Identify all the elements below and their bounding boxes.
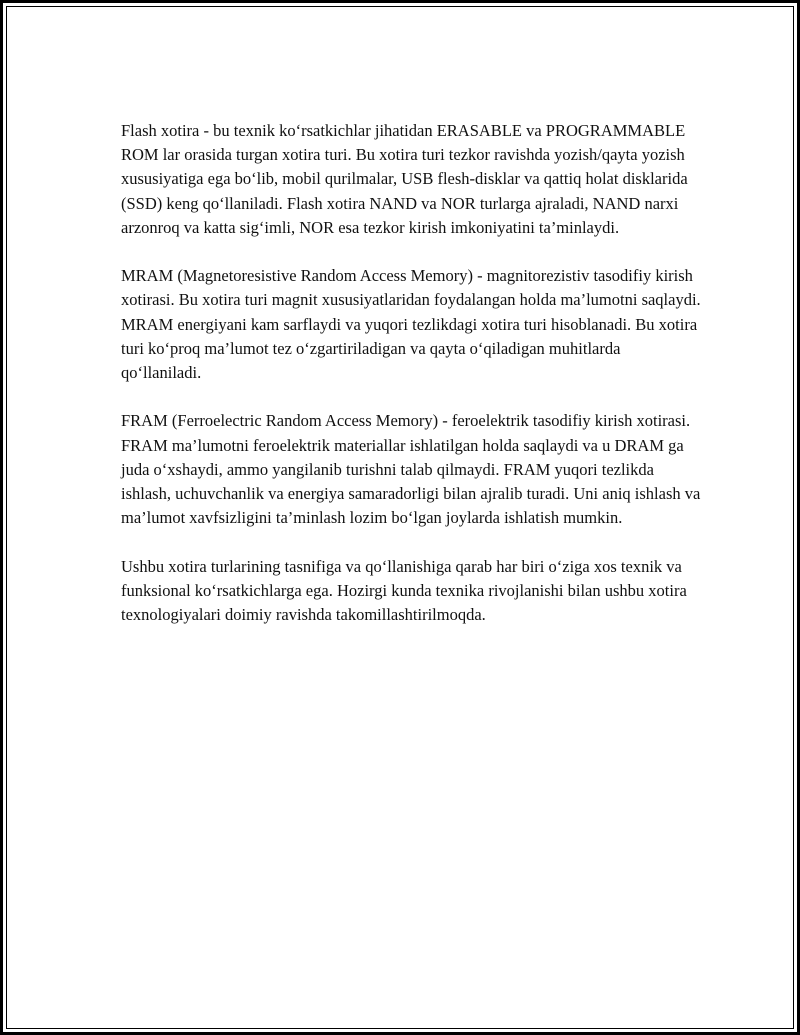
paragraph-mram: MRAM (Magnetoresistive Random Access Memory) - magnitorezistiv tasodifiy kirish xotirasi. Bu xotira turi magnit xususiyatlaridan foydalangan holda ma’lumotni saqlaydi. MRAM energiyani kam sarflaydi va yuqori tezlikdagi xotira turi hisoblanadi. Bu xotira turi ko‘proq ma’lumot tez o‘zgartiriladigan va qayta o‘qiladigan muhitlarda qo‘llaniladi. xyxy=(121,266,701,383)
paragraph-summary: Ushbu xotira turlarining tasnifiga va qo‘llanishiga qarab har biri o‘ziga xos texnik va funksional ko‘rsatkichlarga ega. Hozirgi kunda texnika rivojlanishi bilan ushbu xotira texnologiyalari doimiy ravishda takomillashtirilmoqda. xyxy=(121,556,687,625)
paragraph-fram: FRAM (Ferroelectric Random Access Memory) - feroelektrik tasodifiy kirish xotirasi. FRAM ma’lumotni feroelektrik materiallar ishlatilgan holda saqlaydi va u DRAM ga juda o‘xshaydi, ammo yangilanib turishni talab qilmaydi. FRAM yuqori tezlikda ishlash, uchuvchanlik va energiya samaradorligi bilan ajralib turadi. Uni aniq ishlash va ma’lumot xavfsizligini ta’minlash lozim bo‘lgan joylarda ishlatish mumkin. xyxy=(121,411,701,528)
document-body xyxy=(121,119,701,651)
paragraph-flash: Flash xotira - bu texnik ko‘rsatkichlar jihatidan ERASABLE va PROGRAMMABLE ROM lar orasida turgan xotira turi. Bu xotira turi tezkor ravishda yozish/qayta yozish xususiyatiga ega bo‘lib, mobil qurilmalar, USB flesh-disklar va qattiq holat disklarida (SSD) keng qo‘llaniladi. Flash xotira NAND va NOR turlarga ajraladi, NAND narxi arzonroq va katta sig‘imli, NOR esa tezkor kirish imkoniyatini ta’minlaydi. xyxy=(121,121,688,237)
